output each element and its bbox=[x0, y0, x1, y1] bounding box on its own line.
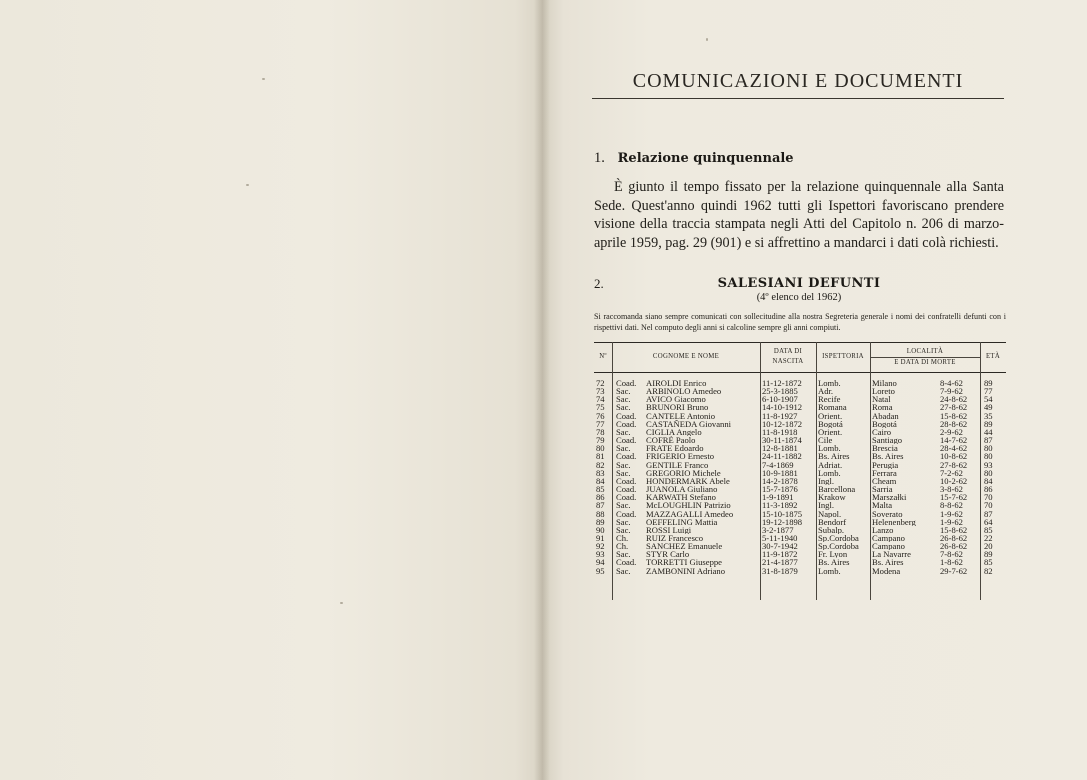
table-cell-birth: 7-4-1869 bbox=[762, 460, 794, 469]
header-locality-line2: E DATA DI MORTE bbox=[870, 357, 980, 368]
table-cell-num: 91 bbox=[596, 533, 605, 543]
table-cell-name: CANTELE Antonio bbox=[646, 411, 715, 420]
table-cell-num: 81 bbox=[596, 452, 605, 461]
table-cell-name: HONDERMARK Abele bbox=[646, 476, 730, 486]
table-cell-death: 15-8-62 bbox=[940, 525, 968, 534]
table-cell-death: 7-8-62 bbox=[940, 550, 963, 559]
table-cell-name: KARWATH Stefano bbox=[646, 493, 716, 502]
section-2-note: Si raccomanda siano sempre comunicati con sollecitudine alla nostra Segreteria generale i nomi dei confratelli defunti con i rispettivi dati. Nel computo degli anni si calcoline sempre gli anni compiuti. bbox=[594, 312, 1006, 332]
table-cell-death: 7-9-62 bbox=[940, 387, 963, 396]
table-cell-name: MAZZAGALLI Amedeo bbox=[646, 509, 734, 518]
table-cell-name: AVICO Giacomo bbox=[646, 395, 706, 404]
table-cell-num: 92 bbox=[596, 542, 605, 551]
table-cell-title: Sac. bbox=[616, 550, 631, 559]
table-cell-isp: Lomb. bbox=[818, 444, 841, 453]
book-gutter bbox=[534, 0, 550, 780]
table-cell-place: Sarria bbox=[872, 485, 893, 494]
table-cell-death: 14-7-62 bbox=[940, 436, 968, 445]
table-cell-title: Coad. bbox=[616, 419, 637, 428]
table-cell-name: COFRÈ Paolo bbox=[646, 436, 696, 445]
table-cell-death: 7-2-62 bbox=[940, 468, 963, 477]
table-cell-place: Bogotá bbox=[872, 419, 897, 428]
table-cell-isp: Fr. Lyon bbox=[818, 550, 848, 559]
table-cell-place: Cheam bbox=[872, 476, 897, 486]
table-cell-age: 87 bbox=[984, 509, 993, 518]
table-cell-place: Modena bbox=[872, 566, 901, 575]
table-cell-title: Ch. bbox=[616, 542, 629, 551]
table-cell-name: FRATE Edoardo bbox=[646, 444, 704, 453]
header-birth bbox=[760, 347, 816, 367]
table-cell-birth: 11-8-1927 bbox=[762, 411, 798, 420]
table-cell-age: 84 bbox=[984, 476, 993, 486]
table-cell-death: 8-4-62 bbox=[940, 379, 963, 388]
table-cell-title: Coad. bbox=[616, 476, 637, 486]
table-cell-title: Coad. bbox=[616, 379, 637, 388]
table-cell-isp: Bogotá bbox=[818, 419, 843, 428]
table-cell-birth: 10-9-1881 bbox=[762, 468, 798, 477]
table-cell-age: 86 bbox=[984, 485, 993, 494]
section-2-title: SALESIANI DEFUNTI bbox=[717, 276, 881, 291]
table-cell-title: Sac. bbox=[616, 566, 631, 575]
paper-speck bbox=[246, 184, 249, 186]
table-cell-birth: 30-7-1942 bbox=[762, 542, 798, 551]
table-cell-name: AIROLDI Enrico bbox=[646, 379, 707, 388]
table-cell-title: Sac. bbox=[616, 525, 631, 534]
left-page bbox=[0, 0, 542, 780]
section-1-number: 1. bbox=[594, 150, 605, 166]
table-cell-place: Campano bbox=[872, 533, 905, 543]
table-cell-isp: Bs. Aires bbox=[818, 558, 850, 567]
table-cell-birth: 24-11-1882 bbox=[762, 452, 802, 461]
table-cell-isp: Lomb. bbox=[818, 468, 841, 477]
table-cell-isp: Recife bbox=[818, 395, 841, 404]
table-cell-age: 20 bbox=[984, 542, 993, 551]
header-name: COGNOME E NOME bbox=[652, 353, 720, 360]
table-cell-num: 86 bbox=[596, 493, 605, 502]
header-num: Nº bbox=[599, 353, 607, 360]
table-cell-name: CIGLIA Angelo bbox=[646, 427, 702, 437]
table-cell-title: Coad. bbox=[616, 485, 637, 494]
table-cell-place: Roma bbox=[872, 403, 893, 412]
table-cell-num: 83 bbox=[596, 468, 605, 477]
column-place-of-death bbox=[872, 379, 928, 575]
table-cell-title: Coad. bbox=[616, 436, 637, 445]
table-cell-place: Marszałki bbox=[872, 493, 907, 502]
table-cell-age: 54 bbox=[984, 395, 993, 404]
table-cell-title: Sac. bbox=[616, 501, 631, 510]
table-cell-name: GREGORIO Michele bbox=[646, 468, 721, 477]
table-cell-birth: 21-4-1877 bbox=[762, 558, 798, 567]
section-1-paragraph: È giunto il tempo fissato per la relazione quinquennale alla Santa Sede. Quest'anno quindi 1962 tutti gli Ispettori favoriscano prendere visione della traccia stampata negli Atti del Capitolo n. 206 di marzo-aprile 1959, pag. 29 (901) e si affrettino a mandarci i dati colà richiesti. bbox=[594, 179, 1004, 251]
table-cell-place: Brescia bbox=[872, 444, 898, 453]
table-cell-death: 15-7-62 bbox=[940, 493, 968, 502]
table-cell-death: 1-9-62 bbox=[940, 509, 963, 518]
table-cell-name: JUANOLA Giuliano bbox=[646, 485, 718, 494]
table-cell-birth: 6-10-1907 bbox=[762, 395, 798, 404]
table-column-rule bbox=[612, 342, 613, 600]
table-cell-name: FRIGERIO Ernesto bbox=[646, 452, 715, 461]
table-cell-num: 87 bbox=[596, 501, 605, 510]
table-cell-num: 90 bbox=[596, 525, 605, 534]
column-number bbox=[596, 379, 610, 575]
table-cell-isp: Cile bbox=[818, 436, 833, 445]
table-cell-num: 77 bbox=[596, 419, 605, 428]
table-cell-num: 93 bbox=[596, 550, 605, 559]
table-cell-birth: 31-8-1879 bbox=[762, 566, 798, 575]
table-cell-place: Natal bbox=[872, 395, 891, 404]
table-cell-num: 84 bbox=[596, 476, 605, 486]
table-cell-isp: Adriat. bbox=[818, 460, 843, 469]
header-locality-line1: LOCALITÀ bbox=[906, 348, 944, 355]
table-cell-birth: 1-9-1891 bbox=[762, 493, 794, 502]
column-title bbox=[616, 379, 646, 575]
header-birth-line1: DATA DI bbox=[773, 348, 803, 355]
table-cell-place: Perugia bbox=[872, 460, 899, 469]
table-cell-death: 27-8-62 bbox=[940, 403, 968, 412]
table-cell-age: 70 bbox=[984, 501, 993, 510]
table-cell-isp: Lomb. bbox=[818, 566, 841, 575]
table-cell-title: Coad. bbox=[616, 452, 637, 461]
column-ispettoria bbox=[818, 379, 872, 575]
table-header-rule bbox=[594, 372, 1006, 373]
paper-speck bbox=[706, 38, 708, 41]
table-cell-place: Campano bbox=[872, 542, 905, 551]
table-cell-title: Coad. bbox=[616, 493, 637, 502]
table-cell-age: 89 bbox=[984, 550, 993, 559]
table-cell-title: Ch. bbox=[616, 533, 629, 543]
table-cell-name: SANCHEZ Emanuele bbox=[646, 542, 723, 551]
table-cell-birth: 10-12-1872 bbox=[762, 419, 803, 428]
table-cell-num: 79 bbox=[596, 436, 605, 445]
table-cell-birth: 12-8-1881 bbox=[762, 444, 798, 453]
table-cell-isp: Bendorf bbox=[818, 517, 847, 526]
table-cell-isp: Orient. bbox=[818, 411, 843, 420]
table-cell-name: RUIZ Francesco bbox=[646, 533, 704, 543]
table-cell-age: 77 bbox=[984, 387, 993, 396]
header-age: ETÀ bbox=[985, 353, 1001, 360]
table-cell-num: 73 bbox=[596, 387, 605, 396]
section-1-title: Relazione quinquennale bbox=[617, 151, 794, 166]
table-cell-birth: 19-12-1898 bbox=[762, 517, 803, 526]
table-cell-age: 49 bbox=[984, 403, 993, 412]
table-cell-birth: 15-10-1875 bbox=[762, 509, 803, 518]
table-cell-age: 44 bbox=[984, 427, 993, 437]
table-column-rule bbox=[816, 342, 817, 600]
page-title: COMUNICAZIONI E DOCUMENTI bbox=[632, 70, 964, 92]
table-cell-age: 85 bbox=[984, 558, 993, 567]
table-cell-num: 89 bbox=[596, 517, 605, 526]
table-cell-isp: Adr. bbox=[818, 387, 834, 396]
table-cell-age: 89 bbox=[984, 379, 993, 388]
column-death-date bbox=[940, 379, 980, 575]
table-cell-birth: 14-2-1878 bbox=[762, 476, 798, 486]
table-cell-name: CASTAÑEDA Giovanni bbox=[646, 419, 732, 428]
table-cell-age: 80 bbox=[984, 452, 993, 461]
table-cell-num: 80 bbox=[596, 444, 605, 453]
column-name bbox=[646, 379, 760, 575]
table-cell-death: 1-8-62 bbox=[940, 558, 963, 567]
table-cell-death: 28-8-62 bbox=[940, 419, 968, 428]
table-cell-age: 80 bbox=[984, 444, 993, 453]
table-cell-title: Sac. bbox=[616, 427, 631, 437]
section-2-number: 2. bbox=[594, 276, 604, 291]
table-cell-num: 82 bbox=[596, 460, 605, 469]
header-birth-line2: NASCITA bbox=[772, 358, 804, 365]
table-cell-title: Sac. bbox=[616, 444, 631, 453]
table-cell-isp: Lomb. bbox=[818, 379, 841, 388]
table-cell-place: Bs. Aires bbox=[872, 558, 904, 567]
table-cell-name: OEFFELING Mattia bbox=[646, 517, 718, 526]
table-cell-num: 72 bbox=[596, 379, 605, 388]
paper-speck bbox=[262, 78, 265, 80]
table-cell-title: Sac. bbox=[616, 460, 631, 469]
section-1-heading bbox=[594, 150, 794, 167]
table-cell-title: Coad. bbox=[616, 558, 637, 567]
table-cell-birth: 11-3-1892 bbox=[762, 501, 798, 510]
table-cell-isp: Barcellona bbox=[818, 485, 856, 494]
table-cell-place: Abadan bbox=[872, 411, 899, 420]
table-cell-age: 87 bbox=[984, 436, 993, 445]
header-rule bbox=[592, 98, 1004, 99]
table-top-rule bbox=[594, 342, 1006, 343]
table-cell-title: Sac. bbox=[616, 395, 631, 404]
table-cell-age: 89 bbox=[984, 419, 993, 428]
table-cell-isp: Sp.Cordoba bbox=[818, 533, 859, 543]
table-cell-age: 80 bbox=[984, 468, 993, 477]
table-cell-age: 82 bbox=[984, 566, 993, 575]
table-cell-isp: Romana bbox=[818, 403, 847, 412]
table-cell-num: 95 bbox=[596, 566, 605, 575]
table-cell-isp: Orient. bbox=[818, 427, 843, 437]
table-cell-age: 22 bbox=[984, 533, 993, 543]
table-cell-birth: 5-11-1940 bbox=[762, 533, 798, 543]
table-cell-age: 35 bbox=[984, 411, 993, 420]
table-cell-place: Milano bbox=[872, 379, 897, 388]
table-cell-num: 85 bbox=[596, 485, 605, 494]
table-cell-death: 15-8-62 bbox=[940, 411, 968, 420]
table-cell-place: Lanzo bbox=[872, 525, 894, 534]
table-cell-isp: Bs. Aires bbox=[818, 452, 850, 461]
section-2-subtitle: (4º elenco del 1962) bbox=[756, 292, 842, 303]
table-cell-death: 1-9-62 bbox=[940, 517, 963, 526]
table-cell-death: 24-8-62 bbox=[940, 395, 968, 404]
table-cell-birth: 30-11-1874 bbox=[762, 436, 802, 445]
table-cell-death: 10-2-62 bbox=[940, 476, 968, 486]
table-cell-age: 85 bbox=[984, 525, 993, 534]
table-cell-death: 26-8-62 bbox=[940, 533, 968, 543]
table-cell-birth: 14-10-1912 bbox=[762, 403, 803, 412]
table-cell-death: 27-8-62 bbox=[940, 460, 968, 469]
table-cell-death: 28-4-62 bbox=[940, 444, 968, 453]
table-cell-name: McLOUGHLIN Patrizio bbox=[646, 501, 731, 510]
table-cell-num: 75 bbox=[596, 403, 605, 412]
paper-speck bbox=[340, 602, 343, 604]
table-cell-age: 70 bbox=[984, 493, 993, 502]
table-cell-isp: Ingl. bbox=[818, 501, 834, 510]
table-cell-place: Soverato bbox=[872, 509, 903, 518]
table-cell-name: ROSSI Luigi bbox=[646, 525, 692, 534]
table-cell-isp: Krakow bbox=[818, 493, 846, 502]
table-cell-age: 93 bbox=[984, 460, 993, 469]
table-cell-place: Santiago bbox=[872, 436, 903, 445]
table-cell-num: 88 bbox=[596, 509, 605, 518]
table-cell-num: 76 bbox=[596, 411, 605, 420]
table-cell-isp: Napol. bbox=[818, 509, 842, 518]
table-cell-place: Ferrara bbox=[872, 468, 897, 477]
table-cell-name: GENTILE Franco bbox=[646, 460, 709, 469]
table-cell-birth: 11-8-1918 bbox=[762, 427, 798, 437]
table-column-rule bbox=[980, 342, 981, 600]
table-cell-place: Helenenberg bbox=[872, 517, 916, 526]
table-cell-name: TORRETTI Giuseppe bbox=[646, 558, 722, 567]
table-cell-name: ZAMBONINI Adriano bbox=[646, 566, 726, 575]
table-cell-birth: 11-9-1872 bbox=[762, 550, 798, 559]
table-cell-death: 10-8-62 bbox=[940, 452, 968, 461]
table-cell-place: Loreto bbox=[872, 387, 895, 396]
table-cell-title: Sac. bbox=[616, 403, 631, 412]
table-column-rule bbox=[760, 342, 761, 600]
table-cell-name: ARBINOLO Amedeo bbox=[646, 387, 722, 396]
table-cell-num: 94 bbox=[596, 558, 605, 567]
table-cell-title: Coad. bbox=[616, 509, 637, 518]
column-age bbox=[984, 379, 1004, 575]
table-cell-death: 2-9-62 bbox=[940, 427, 963, 437]
table-cell-num: 74 bbox=[596, 395, 605, 404]
table-cell-death: 29-7-62 bbox=[940, 566, 968, 575]
table-cell-num: 78 bbox=[596, 427, 605, 437]
header-ispettoria: ISPETTORIA bbox=[822, 353, 864, 360]
table-cell-title: Sac. bbox=[616, 517, 631, 526]
column-birth-date bbox=[762, 379, 816, 575]
table-cell-name: STYR Carlo bbox=[646, 550, 690, 559]
table-cell-isp: Ingl. bbox=[818, 476, 834, 486]
table-cell-birth: 3-2-1877 bbox=[762, 525, 794, 534]
table-cell-death: 3-8-62 bbox=[940, 485, 963, 494]
table-cell-birth: 11-12-1872 bbox=[762, 379, 802, 388]
table-cell-death: 26-8-62 bbox=[940, 542, 968, 551]
table-cell-death: 8-8-62 bbox=[940, 501, 963, 510]
table-cell-birth: 15-7-1876 bbox=[762, 485, 798, 494]
table-cell-title: Sac. bbox=[616, 468, 631, 477]
table-cell-place: La Navarre bbox=[872, 550, 911, 559]
table-cell-isp: Subalp. bbox=[818, 525, 845, 534]
table-cell-isp: Sp.Cordoba bbox=[818, 542, 859, 551]
table-cell-name: BRUNORI Bruno bbox=[646, 403, 709, 412]
table-cell-title: Coad. bbox=[616, 411, 637, 420]
table-cell-birth: 25-3-1885 bbox=[762, 387, 798, 396]
table-cell-place: Cairo bbox=[872, 427, 892, 437]
deceased-table bbox=[594, 342, 1006, 600]
table-cell-place: Malta bbox=[872, 501, 893, 510]
table-cell-age: 64 bbox=[984, 517, 993, 526]
header-locality bbox=[870, 347, 980, 368]
table-cell-place: Bs. Aires bbox=[872, 452, 904, 461]
table-cell-title: Sac. bbox=[616, 387, 631, 396]
